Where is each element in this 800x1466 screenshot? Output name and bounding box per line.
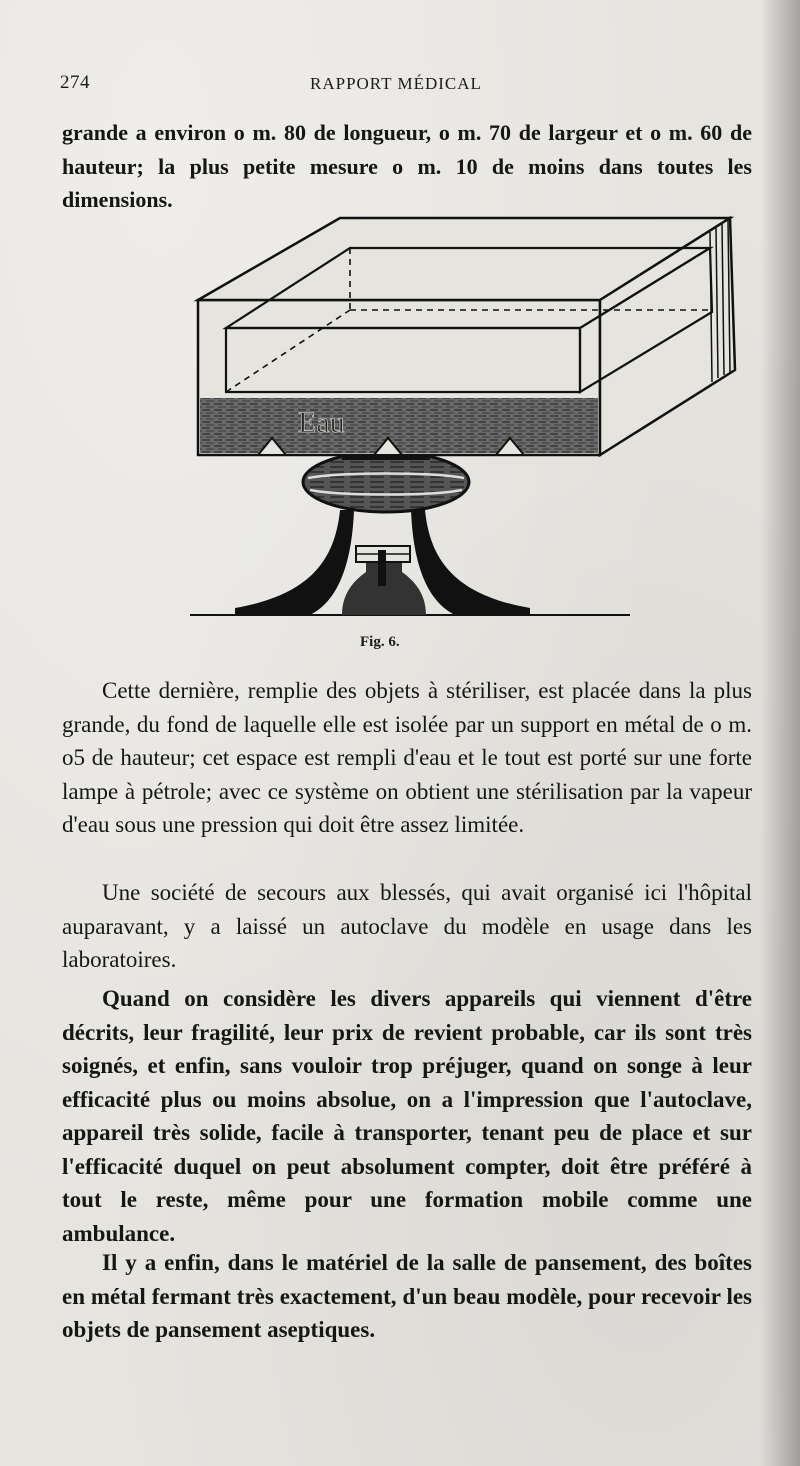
- page-number: 274: [60, 72, 90, 93]
- water-label: Eau: [298, 406, 345, 439]
- paragraph-4: Il y a enfin, dans le matériel de la salle de pansement, des boîtes en métal fermant très exactement, d'un beau modèle, pour recevoir les objets de pansement aseptiques.: [62, 1250, 752, 1342]
- left-leg: [235, 510, 354, 615]
- paragraph-1: Cette dernière, remplie des objets à stériliser, est placée dans la plus grande, du fond de laquelle elle est isolée par un support en métal de o m. o5 de hauteur; cet espace est rempli d'eau et le tout est porté sur une forte lampe à pétrole; avec ce système on obtient une stérilisation par la vapeur d'eau sous une pression qui doit être assez limitée.: [62, 678, 752, 837]
- page-edge-shadow: [760, 0, 800, 1466]
- burner-cushion: [303, 452, 469, 512]
- page-header: [60, 72, 760, 102]
- sterilizer-illustration: [190, 210, 750, 625]
- sterilizer-figure: [190, 210, 750, 625]
- water-fill: [200, 398, 598, 453]
- paragraph-3: Quand on considère les divers appareils qui viennent d'être décrits, leur fragilité, leur prix de revient probable, car ils sont très soignés, et enfin, sans vouloir trop préjuger, quand on songe à leur efficacité plus ou moins absolue, on a l'impression que l'autoclave, appareil très solide, facile à transporter, tenant peu de place et sur l'efficacité duquel on peut absolument compter, doit être préféré à tout le reste, même pour une formation mobile comme une ambulance.: [62, 986, 752, 1246]
- top-paragraph: grande a environ o m. 80 de longueur, o m. 70 de largeur et o m. 60 de hauteur; la plus petite mesure o m. 10 de moins dans toutes les dimensions.: [62, 120, 752, 212]
- inner-box-front: [226, 328, 580, 392]
- paragraph-2: Une société de secours aux blessés, qui avait organisé ici l'hôpital auparavant, y a laissé un autoclave du modèle en usage dans les laboratoires.: [62, 880, 752, 972]
- right-leg: [411, 510, 530, 615]
- lamp-wick: [378, 550, 386, 586]
- running-head: RAPPORT MÉDICAL: [310, 74, 482, 93]
- figure-caption: Fig. 6.: [360, 634, 400, 650]
